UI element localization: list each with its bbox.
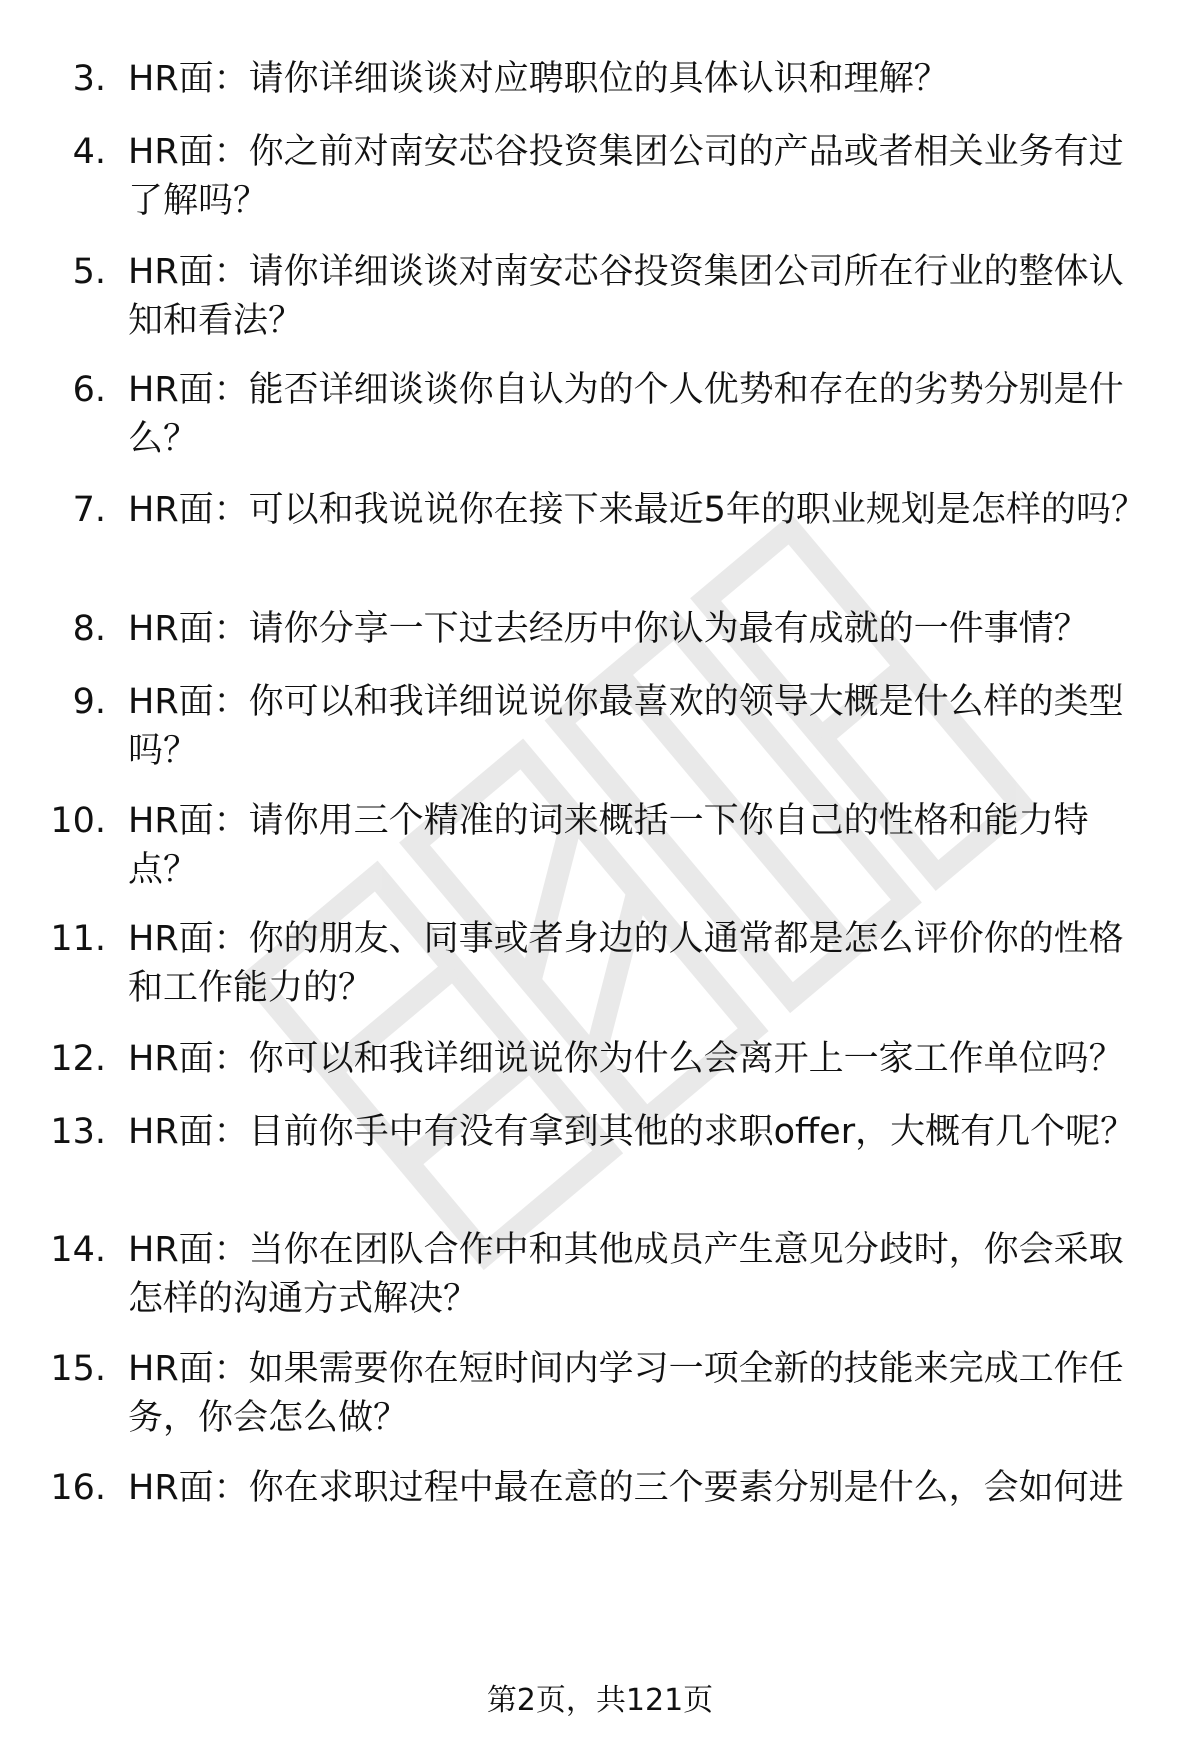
item-number: 4. <box>72 132 106 172</box>
question-text: HR面：请你详细谈谈对应聘职位的具体认识和理解？ <box>128 59 949 99</box>
item-number: 14. <box>50 1230 106 1270</box>
item-number: 11. <box>50 919 106 959</box>
question-text: HR面：请你详细谈谈对南安芯谷投资集团公司所在行业的整体认知和看法？ <box>128 252 1124 341</box>
question-text: HR面：目前你手中有没有拿到其他的求职offer，大概有几个呢？ <box>128 1112 1136 1152</box>
question-text: HR面：你的朋友、同事或者身边的人通常都是怎么评价你的性格和工作能力的？ <box>128 919 1124 1008</box>
item-number: 9. <box>72 682 106 722</box>
item-number: 12. <box>50 1039 106 1079</box>
question-text: HR面：你之前对南安芯谷投资集团公司的产品或者相关业务有过了解吗？ <box>128 132 1124 221</box>
item-number: 8. <box>72 609 106 649</box>
item-number: 16. <box>50 1468 106 1508</box>
item-number: 7. <box>72 490 106 530</box>
item-number: 15. <box>50 1349 106 1389</box>
question-text: HR面：请你用三个精准的词来概括一下你自己的性格和能力特点？ <box>128 801 1089 890</box>
item-number: 13. <box>50 1112 106 1152</box>
question-text: HR面：可以和我说说你在接下来最近5年的职业规划是怎样的吗？ <box>128 490 1146 530</box>
question-text: HR面：你可以和我详细说说你最喜欢的领导大概是什么样的类型吗？ <box>128 682 1124 771</box>
question-text: HR面：当你在团队合作中和其他成员产生意见分歧时，你会采取怎样的沟通方式解决？ <box>128 1230 1124 1319</box>
question-text: HR面：如果需要你在短时间内学习一项全新的技能来完成工作任务，你会怎么做？ <box>128 1349 1124 1438</box>
question-text: HR面：你可以和我详细说说你为什么会离开上一家工作单位吗？ <box>128 1039 1124 1079</box>
question-text: HR面：请你分享一下过去经历中你认为最有成就的一件事情？ <box>128 609 1089 649</box>
question-text: HR面：你在求职过程中最在意的三个要素分别是什么，会如何进 <box>128 1468 1124 1508</box>
item-number: 10. <box>50 801 106 841</box>
item-number: 6. <box>72 370 106 410</box>
item-number: 5. <box>72 252 106 292</box>
question-text: HR面：能否详细谈谈你自认为的个人优势和存在的劣势分别是什么？ <box>128 370 1124 459</box>
item-number: 3. <box>72 59 106 99</box>
page-footer: 第2页，共121页 <box>486 1683 714 1718</box>
